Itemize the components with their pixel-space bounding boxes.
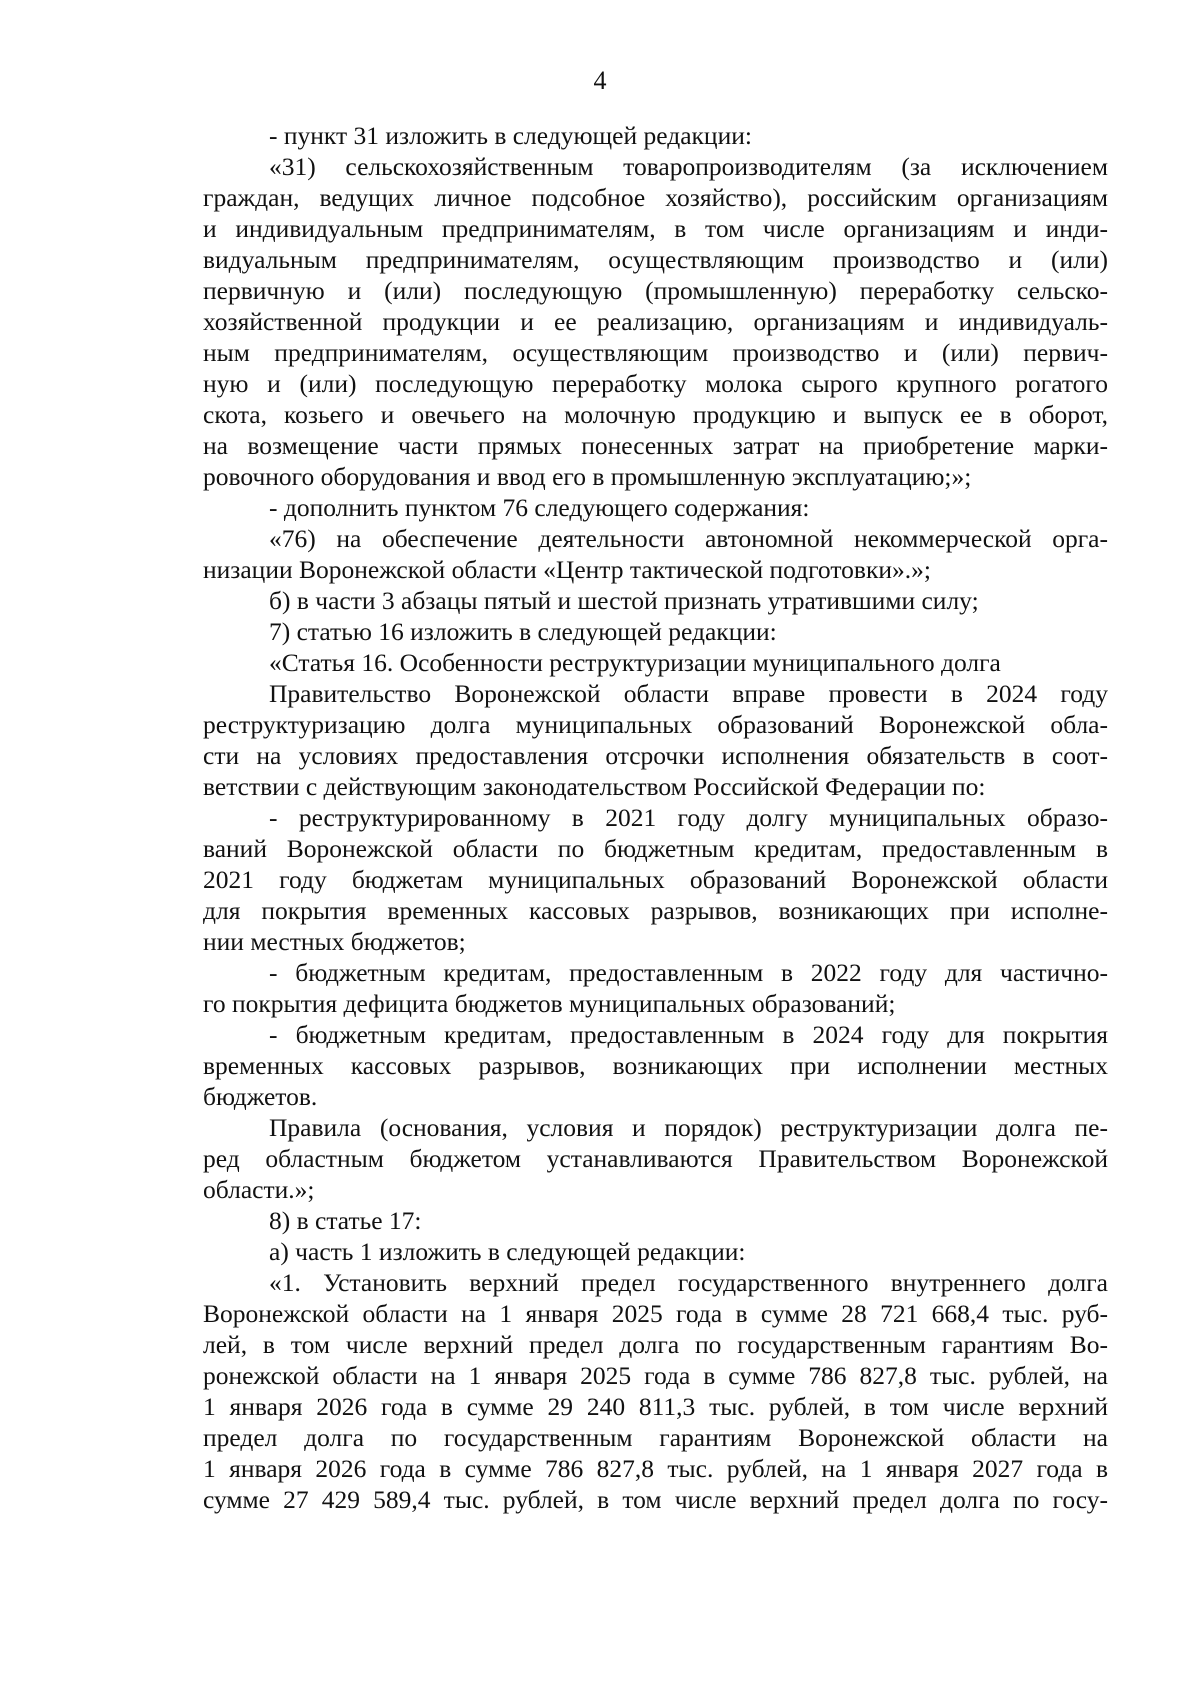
text-line: предел долга по государственным гарантиям Воронежской области на — [203, 1423, 1108, 1452]
text-line: - бюджетным кредитам, предоставленным в 2022 году для частично- — [269, 958, 1108, 987]
text-line: 1 января 2026 года в сумме 29 240 811,3 тыс. рублей, в том числе верхний — [203, 1392, 1108, 1421]
text-line: Воронежской области на 1 января 2025 года в сумме 28 721 668,4 тыс. руб- — [203, 1299, 1108, 1328]
text-line: низации Воронежской области «Центр тактической подготовки».»; — [203, 555, 931, 584]
text-line: а) часть 1 изложить в следующей редакции: — [269, 1237, 746, 1266]
text-line: скота, козьего и овечьего на молочную продукцию и выпуск ее в оборот, — [203, 400, 1108, 429]
text-line: лей, в том числе верхний предел долга по государственным гарантиям Во- — [203, 1330, 1108, 1359]
text-line: 2021 году бюджетам муниципальных образований Воронежской области — [203, 865, 1108, 894]
text-line: первичную и (или) последующую (промышленную) переработку сельско- — [203, 276, 1108, 305]
text-line: ным предпринимателям, осуществляющим производство и (или) первич- — [203, 338, 1108, 367]
page-number: 4 — [593, 66, 607, 95]
text-line: б) в части 3 абзацы пятый и шестой признать утратившими силу; — [269, 586, 979, 615]
text-line: ваний Воронежской области по бюджетным кредитам, предоставленным в — [203, 834, 1108, 863]
text-line: бюджетов. — [203, 1082, 318, 1111]
text-line: и индивидуальным предпринимателям, в том числе организациям и инди- — [203, 214, 1108, 243]
text-line: Правительство Воронежской области вправе провести в 2024 году — [269, 679, 1108, 708]
text-line: ветствии с действующим законодательством Российской Федерации по: — [203, 772, 986, 801]
text-line: - дополнить пунктом 76 следующего содержания: — [269, 493, 810, 522]
text-line: ронежской области на 1 января 2025 года в сумме 786 827,8 тыс. рублей, на — [203, 1361, 1108, 1390]
text-line: ную и (или) последующую переработку молока сырого крупного рогатого — [203, 369, 1108, 398]
text-line: Правила (основания, условия и порядок) реструктуризации долга пе- — [269, 1113, 1108, 1142]
text-line: сти на условиях предоставления отсрочки исполнения обязательств в соот- — [203, 741, 1108, 770]
text-line: «1. Установить верхний предел государственного внутреннего долга — [269, 1268, 1108, 1297]
text-line: на возмещение части прямых понесенных затрат на приобретение марки- — [203, 431, 1108, 460]
text-line: хозяйственной продукции и ее реализацию, организациям и индивидуаль- — [203, 307, 1108, 336]
text-line: - бюджетным кредитам, предоставленным в 2024 году для покрытия — [269, 1020, 1108, 1049]
text-line: нии местных бюджетов; — [203, 927, 466, 956]
text-line: видуальным предпринимателям, осуществляющим производство и (или) — [203, 245, 1108, 274]
text-line: граждан, ведущих личное подсобное хозяйство), российским организациям — [203, 183, 1108, 212]
text-line: «31) сельскохозяйственным товаропроизводителям (за исключением — [269, 152, 1108, 181]
text-line: реструктуризацию долга муниципальных образований Воронежской обла- — [203, 710, 1108, 739]
text-line: для покрытия временных кассовых разрывов, возникающих при исполне- — [203, 896, 1108, 925]
text-line: «76) на обеспечение деятельности автономной некоммерческой орга- — [269, 524, 1108, 553]
text-line: «Статья 16. Особенности реструктуризации муниципального долга — [269, 648, 1001, 677]
document-body — [203, 120, 1108, 1515]
text-line: сумме 27 429 589,4 тыс. рублей, в том числе верхний предел долга по госу- — [203, 1485, 1108, 1514]
text-line: 8) в статье 17: — [269, 1206, 422, 1235]
text-line: ред областным бюджетом устанавливаются Правительством Воронежской — [203, 1144, 1108, 1173]
text-line: - реструктурированному в 2021 году долгу муниципальных образо- — [269, 803, 1108, 832]
text-line: ровочного оборудования и ввод его в промышленную эксплуатацию;»; — [203, 462, 972, 491]
text-line: 1 января 2026 года в сумме 786 827,8 тыс. рублей, на 1 января 2027 года в — [203, 1454, 1108, 1483]
text-line: го покрытия дефицита бюджетов муниципальных образований; — [203, 989, 896, 1018]
text-line: 7) статью 16 изложить в следующей редакции: — [269, 617, 777, 646]
text-line: области.»; — [203, 1175, 315, 1204]
text-line: - пункт 31 изложить в следующей редакции: — [269, 121, 752, 150]
text-line: временных кассовых разрывов, возникающих при исполнении местных — [203, 1051, 1108, 1080]
